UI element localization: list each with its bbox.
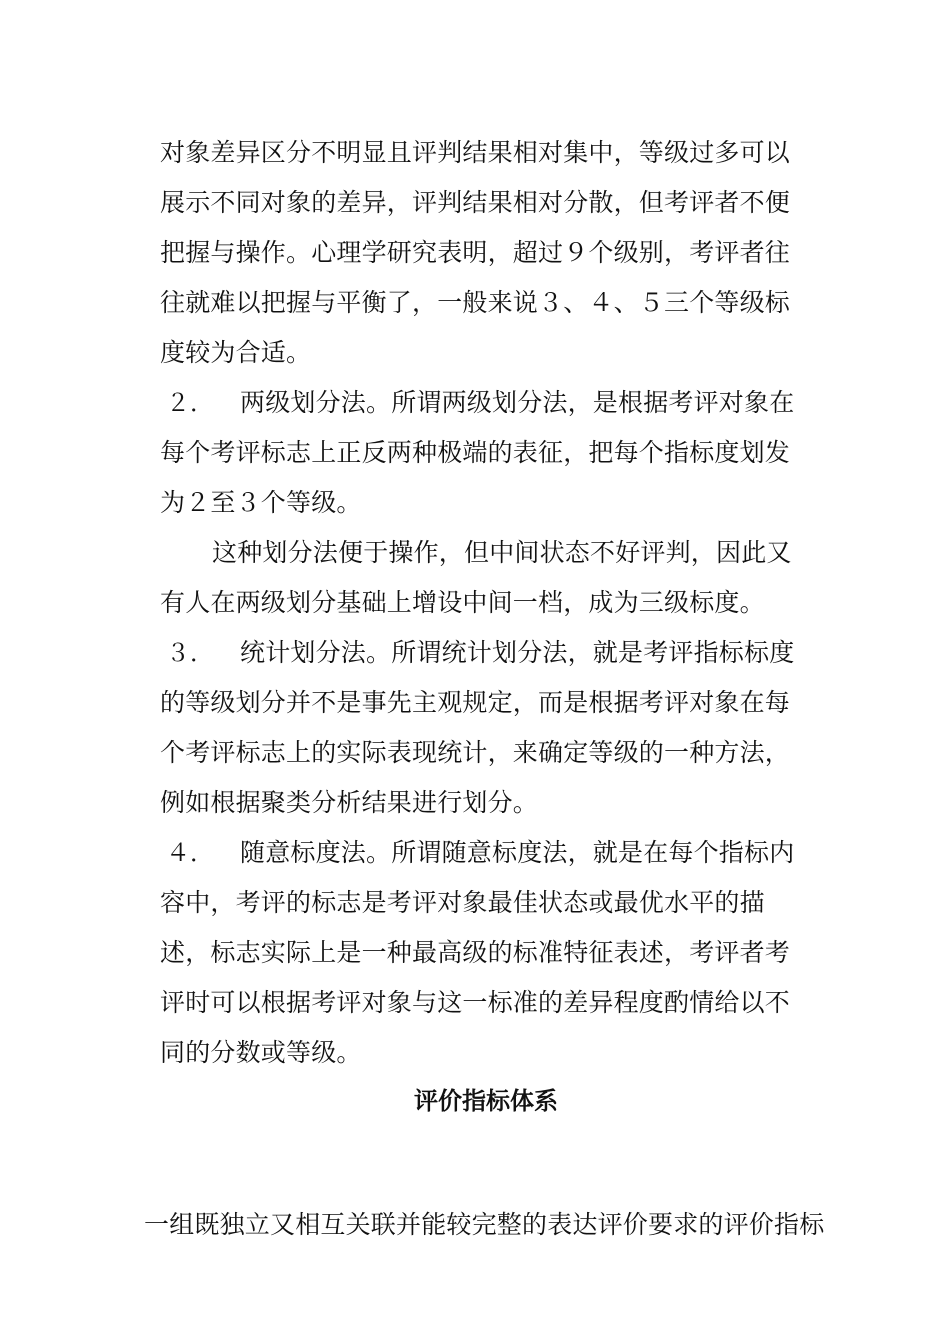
text-line: 两级划分法。所谓两级划分法，是根据考评对象在 bbox=[240, 388, 795, 417]
text-line: 述，标志实际上是一种最高级的标准特征表述，考评者考 bbox=[160, 938, 791, 967]
text-line: 对象差异区分不明显且评判结果相对集中，等级过多可以 bbox=[160, 138, 791, 167]
text-line: 把握与操作。心理学研究表明，超过９个级别，考评者往 bbox=[160, 238, 791, 267]
section-number: ３． bbox=[166, 639, 214, 667]
text-line: 容中，考评的标志是考评对象最佳状态或最优水平的描 bbox=[160, 888, 765, 917]
text-line: 这种划分法便于操作，但中间状态不好评判，因此又 bbox=[212, 538, 792, 567]
text-line: 度较为合适。 bbox=[160, 338, 312, 367]
text-line: 一组既独立又相互关联并能较完整的表达评价要求的评价指标 bbox=[144, 1210, 825, 1239]
text-line: 同的分数或等级。 bbox=[160, 1038, 362, 1067]
section-number: ２． bbox=[166, 389, 214, 417]
text-line: 为２至３个等级。 bbox=[160, 488, 362, 517]
text-line: 往就难以把握与平衡了，一般来说３、４、５三个等级标 bbox=[160, 288, 791, 317]
text-line: 有人在两级划分基础上增设中间一档，成为三级标度。 bbox=[160, 588, 765, 617]
text-line: 随意标度法。所谓随意标度法，就是在每个指标内 bbox=[240, 838, 795, 867]
text-line: 每个考评标志上正反两种极端的表征，把每个指标度划发 bbox=[160, 438, 791, 467]
text-line: 的等级划分并不是事先主观规定，而是根据考评对象在每 bbox=[160, 688, 791, 717]
text-line: 展示不同对象的差异，评判结果相对分散，但考评者不便 bbox=[160, 188, 791, 217]
text-line: 个考评标志上的实际表现统计，来确定等级的一种方法， bbox=[160, 738, 791, 767]
text-line: 统计划分法。所谓统计划分法，就是考评指标标度 bbox=[240, 638, 795, 667]
section-number: ４． bbox=[166, 839, 214, 867]
text-line: 例如根据聚类分析结果进行划分。 bbox=[160, 788, 539, 817]
section-heading: 评价指标体系 bbox=[414, 1087, 558, 1115]
text-line: 评时可以根据考评对象与这一标准的差异程度酌情给以不 bbox=[160, 988, 791, 1017]
